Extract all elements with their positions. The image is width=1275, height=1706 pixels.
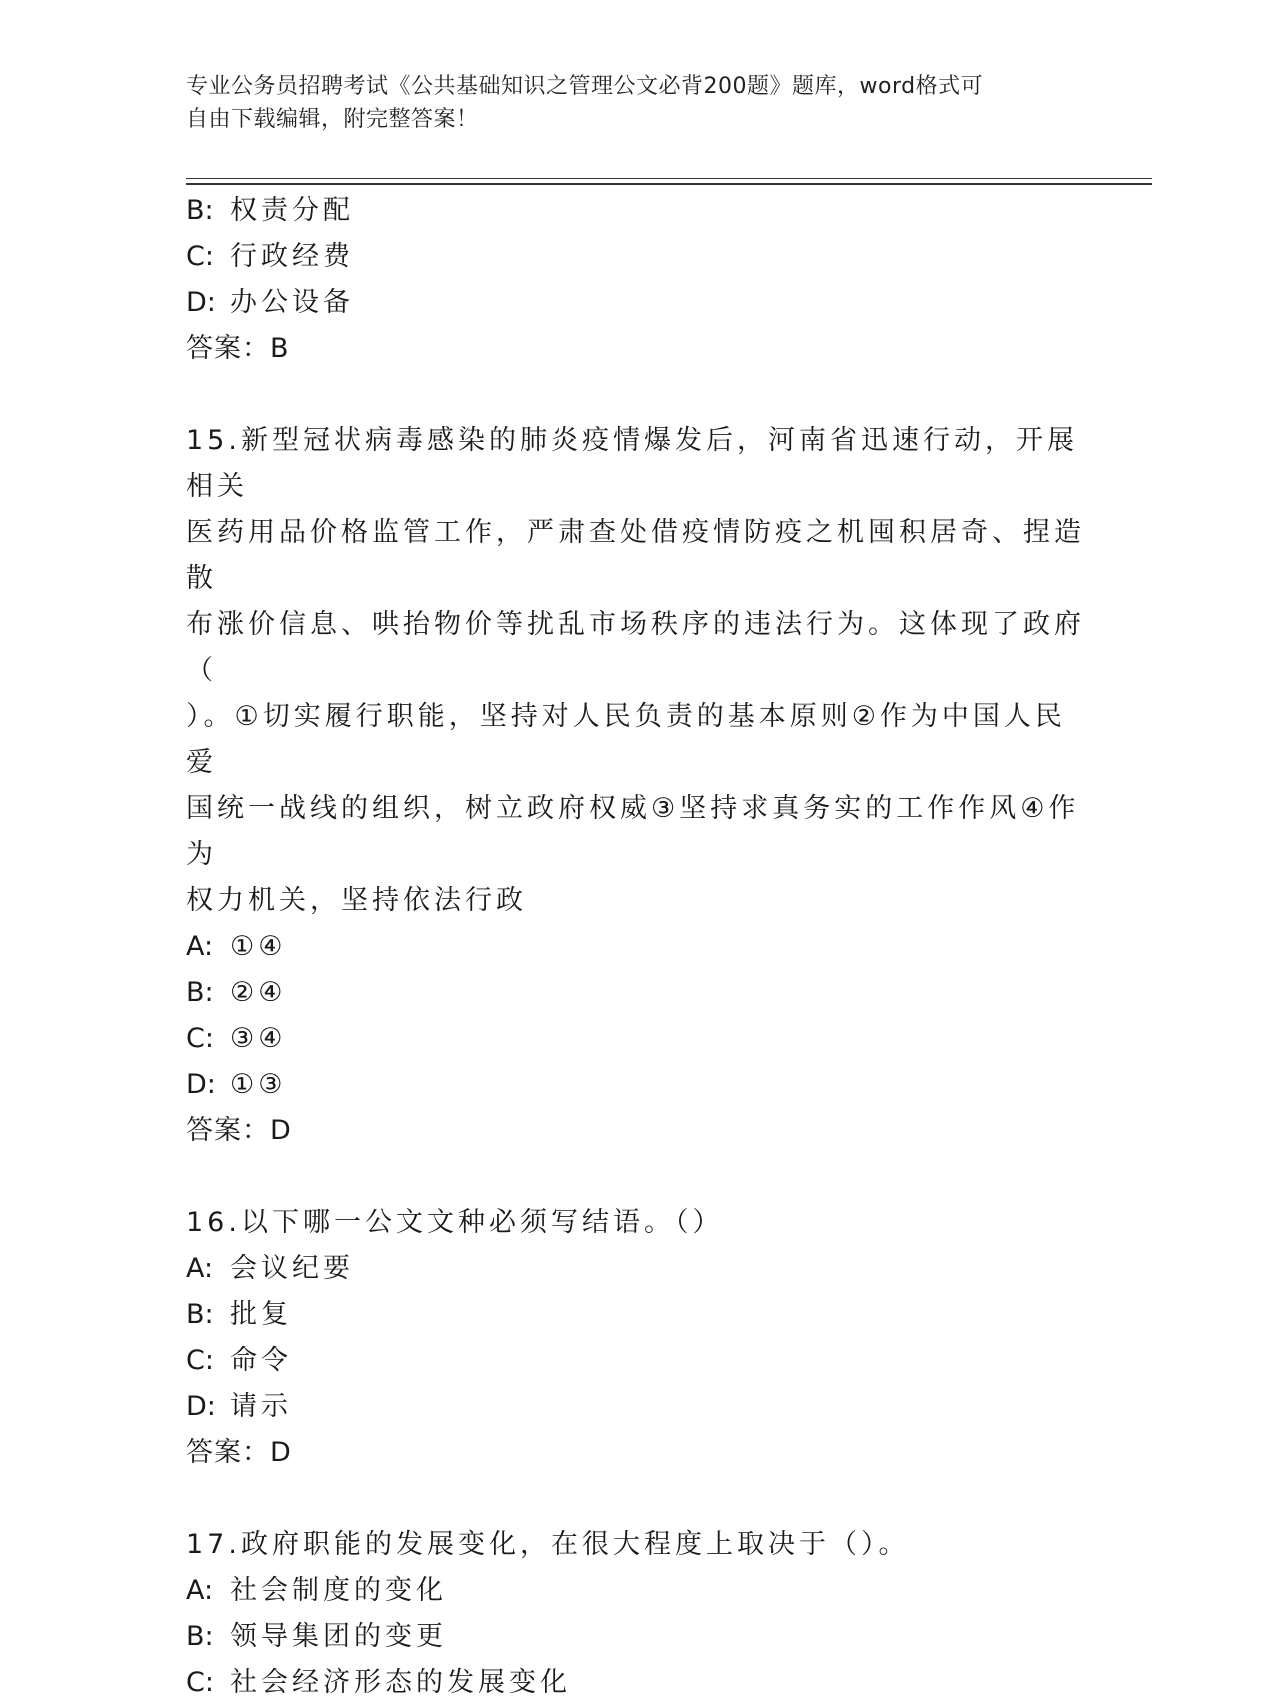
question-stem-line: 国统一战线的组织，树立政府权威③坚持求真务实的工作作风④作为 [186, 793, 1080, 870]
question-stem-line: 15.新型冠状病毒感染的肺炎疫情爆发后，河南省迅速行动，开展相关 [186, 425, 1078, 502]
question-stem: 16.以下哪一公文文种必须写结语。（） [186, 1207, 724, 1238]
document-body [186, 188, 1086, 1706]
header-line-1: 专业公务员招聘考试《公共基础知识之管理公文必背200题》题库，word格式可 [186, 74, 984, 99]
question-stem-line: ）。①切实履行职能，坚持对人民负责的基本原则②作为中国人民爱 [186, 701, 1066, 778]
option-c: C: ③④ [186, 1023, 287, 1054]
answer-line: 答案：B [186, 333, 290, 364]
option-b: B: 权责分配 [186, 195, 354, 226]
question-17 [186, 1522, 1086, 1706]
option-a: A: 社会制度的变化 [186, 1575, 447, 1606]
option-a: A: ①④ [186, 931, 287, 962]
option-d: D: ①③ [186, 1069, 287, 1100]
answer-line: 答案：D [186, 1115, 292, 1146]
option-d: D: 办公设备 [186, 287, 354, 318]
question-16 [186, 1200, 1086, 1476]
option-b: B: ②④ [186, 977, 287, 1008]
question-stem-line: 医药用品价格监管工作，严肃查处借疫情防疫之机囤积居奇、捏造散 [186, 517, 1085, 594]
option-b: B: 批复 [186, 1299, 292, 1330]
option-c: C: 命令 [186, 1345, 292, 1376]
option-c: C: 社会经济形态的发展变化 [186, 1667, 571, 1698]
question-14-continued [186, 188, 1086, 372]
header-line-2: 自由下载编辑，附完整答案！ [186, 107, 479, 132]
option-a: A: 会议纪要 [186, 1253, 354, 1284]
question-stem-line: 权力机关，坚持依法行政 [186, 885, 527, 916]
header-divider-thick [186, 183, 1152, 185]
option-c: C: 行政经费 [186, 241, 354, 272]
option-b: B: 领导集团的变更 [186, 1621, 447, 1652]
document-header [186, 70, 1086, 136]
header-divider-thin [186, 178, 1152, 179]
question-stem: 17.政府职能的发展变化，在很大程度上取决于（）。 [186, 1529, 910, 1560]
answer-line: 答案：D [186, 1437, 292, 1468]
question-15 [186, 418, 1086, 1154]
option-d: D: 请示 [186, 1391, 292, 1422]
question-stem-line: 布涨价信息、哄抬物价等扰乱市场秩序的违法行为。这体现了政府（ [186, 609, 1085, 686]
